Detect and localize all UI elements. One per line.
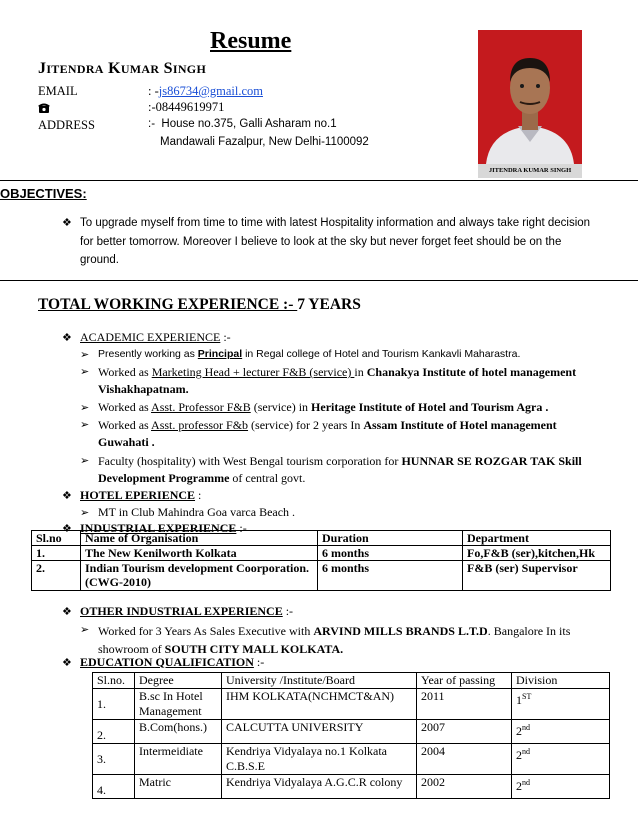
arrow-bullet-icon: ➢ — [80, 366, 90, 378]
academic-item-1: Presently working as Principal in Regal college of Hotel and Tourism Kankavli Maharastra. — [98, 348, 521, 360]
arrow-bullet-icon: ➢ — [80, 349, 90, 361]
academic-item-5: Faculty (hospitality) with West Bengal tourism corporation for HUNNAR SE ROZGAR TAK Skill Development Programme of central govt. — [98, 454, 582, 485]
table-row — [93, 744, 610, 775]
objectives-heading: OBJECTIVES: — [0, 186, 87, 201]
arrow-bullet-icon: ➢ — [80, 507, 90, 519]
table-cell: 2nd — [512, 744, 610, 775]
table-cell: 1ST — [512, 689, 610, 720]
diamond-bullet-icon: ❖ — [62, 606, 72, 618]
table-header: Name of Organisation — [81, 531, 318, 546]
table-cell: B.Com(hons.) — [135, 720, 222, 744]
objectives-text: To upgrade myself from time to time with latest Hospitality information and always take right decision for better tomorrow. Moreover I believe to look at the sky but never forget feet should be on the ground. — [80, 217, 591, 266]
email-link[interactable]: js86734@gmail.com — [158, 84, 263, 98]
table-header-row — [93, 673, 610, 689]
arrow-bullet-icon: ➢ — [80, 419, 90, 431]
table-cell: 1. — [93, 689, 135, 720]
diamond-bullet-icon: ❖ — [62, 332, 72, 344]
experience-heading: TOTAL WORKING EXPERIENCE :- 7 YEARS — [38, 296, 361, 313]
table-cell: 6 months — [318, 546, 463, 561]
academic-item-4: Worked as Asst. professor F&b (service) for 2 years In Assam Institute of Hotel management Guwahati . — [98, 418, 557, 449]
table-cell: Fo,F&B (ser),kitchen,Hk — [463, 546, 611, 561]
address-line2: Mandawali Fazalpur, New Delhi-1100092 — [160, 136, 369, 148]
table-cell: IHM KOLKATA(NCHMCT&AN) — [222, 689, 417, 720]
diamond-bullet-icon: ❖ — [62, 523, 72, 535]
phone-icon — [38, 101, 50, 113]
profile-photo — [478, 30, 582, 178]
table-row — [93, 689, 610, 720]
hotel-heading: HOTEL EPERIENCE : — [80, 488, 202, 502]
address-label: ADDRESS — [38, 118, 95, 132]
table-header-row — [32, 531, 611, 546]
education-table — [92, 672, 610, 799]
table-cell: 2007 — [417, 720, 512, 744]
table-cell: 2011 — [417, 689, 512, 720]
table-cell: CALCUTTA UNIVERSITY — [222, 720, 417, 744]
table-header: Duration — [318, 531, 463, 546]
academic-item-2: Worked as Marketing Head + lecturer F&B (service) in Chanakya Institute of hotel management Vishakhapatnam. — [98, 365, 577, 396]
table-cell: 2004 — [417, 744, 512, 775]
table-cell: Matric — [135, 775, 222, 799]
table-cell: 1. — [32, 546, 81, 561]
diamond-bullet-icon: ❖ — [62, 490, 72, 502]
education-heading: EDUCATION QUALIFICATION :- — [80, 655, 265, 669]
industrial-heading: INDUSTRIAL EXPERIENCE :- — [80, 521, 247, 535]
table-cell: Intermeidiate — [135, 744, 222, 775]
table-header: Degree — [135, 673, 222, 689]
arrow-bullet-icon: ➢ — [80, 624, 90, 636]
table-cell: Kendriya Vidyalaya A.G.C.R colony — [222, 775, 417, 799]
arrow-bullet-icon: ➢ — [80, 455, 90, 467]
academic-item-3: Worked as Asst. Professor F&B (service) in Heritage Institute of Hotel and Tourism Agra . — [98, 400, 549, 414]
divider — [0, 280, 638, 281]
table-cell: 4. — [93, 775, 135, 799]
diamond-bullet-icon: ❖ — [62, 217, 72, 229]
table-header: Division — [512, 673, 610, 689]
arrow-bullet-icon: ➢ — [80, 402, 90, 414]
page-title: Resume — [210, 28, 292, 54]
email-row: : -js86734@gmail.com — [148, 84, 263, 98]
photo-caption: JITENDRA KUMAR SINGH — [478, 164, 582, 178]
divider — [0, 180, 638, 181]
table-cell: 3. — [93, 744, 135, 775]
table-cell: Indian Tourism development Coorporation. (CWG-2010) — [81, 561, 318, 591]
table-cell: 6 months — [318, 561, 463, 591]
table-header: Year of passing — [417, 673, 512, 689]
table-cell: The New Kenilworth Kolkata — [81, 546, 318, 561]
table-row — [32, 546, 611, 561]
table-row — [93, 775, 610, 799]
table-cell: 2nd — [512, 775, 610, 799]
table-cell: 2. — [32, 561, 81, 591]
hotel-item: MT in Club Mahindra Goa varca Beach . — [98, 505, 296, 519]
industrial-table — [31, 530, 611, 591]
table-row — [93, 720, 610, 744]
other-industrial-item: Worked for 3 Years As Sales Executive with ARVIND MILLS BRANDS L.T.D. Bangalore In its showroom of SOUTH CITY MALL KOLKATA. — [98, 624, 571, 656]
table-header: Sl.no — [32, 531, 81, 546]
candidate-name: JITENDRA KUMAR SINGH — [38, 60, 207, 77]
address-line1: :- House no.375, Galli Asharam no.1 — [148, 118, 337, 130]
table-row — [32, 561, 611, 591]
table-header: Department — [463, 531, 611, 546]
table-header: University /Institute/Board — [222, 673, 417, 689]
phone-number: 08449619971 — [155, 100, 225, 114]
table-cell: B.sc In Hotel Management — [135, 689, 222, 720]
email-label: EMAIL — [38, 84, 78, 98]
table-cell: 2nd — [512, 720, 610, 744]
diamond-bullet-icon: ❖ — [62, 657, 72, 669]
table-cell: Kendriya Vidyalaya no.1 Kolkata C.B.S.E — [222, 744, 417, 775]
table-cell: 2002 — [417, 775, 512, 799]
table-cell: F&B (ser) Supervisor — [463, 561, 611, 591]
table-cell: 2. — [93, 720, 135, 744]
academic-heading: ACADEMIC EXPERIENCE :- — [80, 330, 231, 344]
phone-row: :-08449619971 — [148, 100, 225, 114]
other-industrial-heading: OTHER INDUSTRIAL EXPERIENCE :- — [80, 604, 294, 618]
table-header: Sl.no. — [93, 673, 135, 689]
